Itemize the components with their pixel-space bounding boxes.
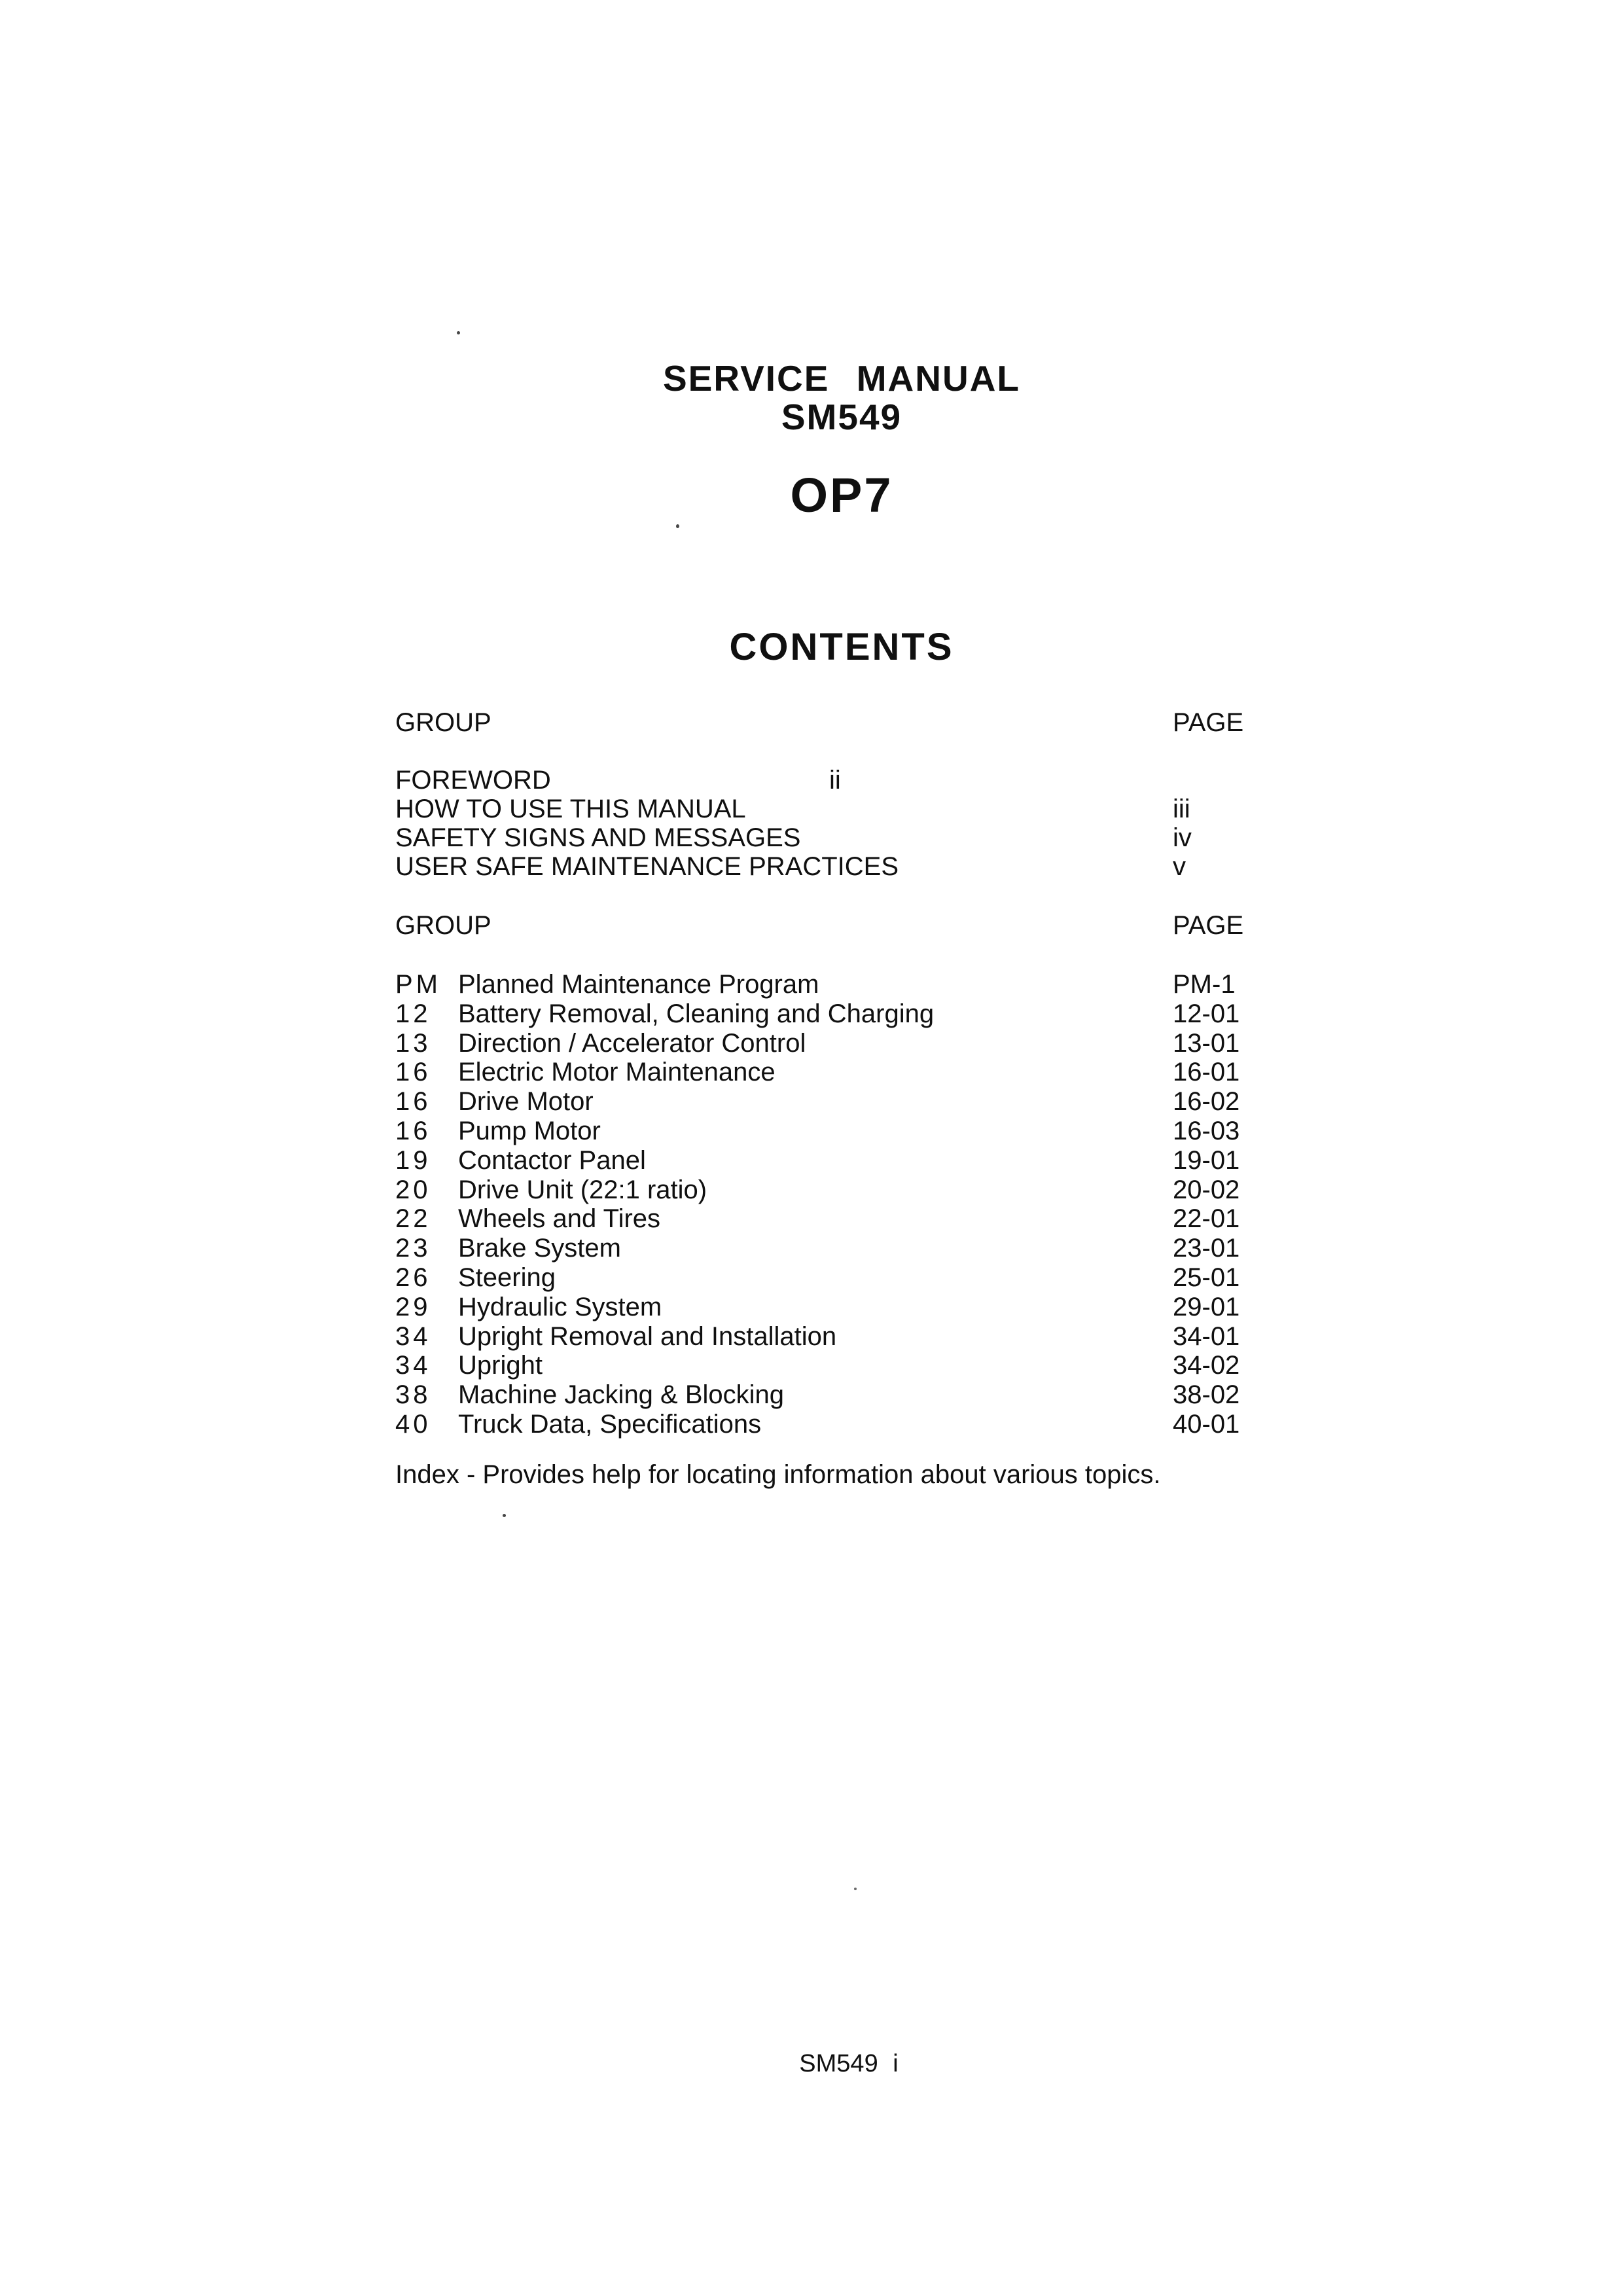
front-matter-section [395, 708, 1325, 881]
group-page: 12-01 [1173, 999, 1240, 1028]
toc-group-row [395, 1234, 1325, 1263]
manual-number: SM549 [781, 397, 902, 437]
group-number: 12 [395, 999, 431, 1028]
toc-group-row [395, 1380, 1325, 1410]
group-page: 20-02 [1173, 1175, 1240, 1204]
toc-row [395, 795, 1325, 823]
group-title: Brake System [458, 1234, 621, 1263]
group-column-label: GROUP [395, 708, 491, 737]
scan-speck [854, 1888, 857, 1890]
group-page: 34-01 [1173, 1321, 1240, 1351]
toc-group-row [395, 1029, 1325, 1058]
group-rows [395, 970, 1325, 1439]
group-page: 40-01 [1173, 1409, 1240, 1439]
group-page: 22-01 [1173, 1204, 1240, 1234]
toc-group-row [395, 1175, 1325, 1205]
group-page: 16-03 [1173, 1116, 1240, 1145]
toc-group-row [395, 1117, 1325, 1146]
group-page: 19-01 [1173, 1145, 1240, 1175]
group-number: 13 [395, 1028, 431, 1058]
group-title: Battery Removal, Cleaning and Charging [458, 999, 935, 1028]
page-footer: SM549 i [799, 2050, 899, 2077]
toc-group-row [395, 1204, 1325, 1234]
contents-title: CONTENTS [729, 626, 954, 668]
toc-row-page: v [1173, 852, 1186, 881]
group-title: Hydraulic System [458, 1292, 662, 1321]
group-number: 29 [395, 1292, 431, 1321]
group-title: Upright Removal and Installation [458, 1321, 837, 1351]
toc-row-page: iv [1173, 823, 1192, 852]
group-number: 19 [395, 1145, 431, 1175]
group-title: Direction / Accelerator Control [458, 1028, 806, 1058]
group-title: Pump Motor [458, 1116, 601, 1145]
toc-group-row [395, 1322, 1325, 1352]
group-title: Machine Jacking & Blocking [458, 1380, 785, 1410]
model-code: OP7 [790, 468, 893, 522]
group-column-label: GROUP [395, 911, 491, 940]
group-page: PM-1 [1173, 970, 1236, 999]
group-number: PM [395, 970, 441, 999]
toc-group-row [395, 1263, 1325, 1293]
toc-group-row [395, 1351, 1325, 1380]
group-page: 13-01 [1173, 1028, 1240, 1058]
toc-row [395, 852, 1325, 881]
group-title: Truck Data, Specifications [458, 1409, 762, 1439]
group-number: 23 [395, 1234, 431, 1263]
toc-group-row [395, 1087, 1325, 1117]
toc-row-title: SAFETY SIGNS AND MESSAGES [395, 823, 801, 852]
group-page: 29-01 [1173, 1292, 1240, 1321]
group-number: 34 [395, 1351, 431, 1380]
toc-row-page: iii [1173, 795, 1190, 823]
group-number: 26 [395, 1263, 431, 1292]
group-number: 22 [395, 1204, 431, 1234]
group-title: Drive Unit (22:1 ratio) [458, 1175, 707, 1204]
group-number: 34 [395, 1321, 431, 1351]
toc-group-row [395, 1146, 1325, 1175]
groups-section [395, 911, 1325, 1439]
index-note: Index - Provides help for locating information about various topics. [395, 1460, 1161, 1489]
column-header [395, 911, 1325, 940]
group-page: 38-02 [1173, 1380, 1240, 1410]
toc-row-title: USER SAFE MAINTENANCE PRACTICES [395, 852, 899, 881]
toc-row [395, 823, 1325, 852]
group-number: 20 [395, 1175, 431, 1204]
group-number: 16 [395, 1058, 431, 1087]
group-page: 34-02 [1173, 1351, 1240, 1380]
group-title: Contactor Panel [458, 1145, 646, 1175]
toc-group-row [395, 1410, 1325, 1439]
toc-row-title: FOREWORD [395, 766, 551, 795]
group-title: Drive Motor [458, 1087, 594, 1117]
group-number: 40 [395, 1409, 431, 1439]
toc-row-title: HOW TO USE THIS MANUAL [395, 795, 746, 823]
column-header [395, 708, 1325, 737]
scan-speck [503, 1514, 506, 1517]
toc-group-row [395, 1058, 1325, 1087]
group-title: Electric Motor Maintenance [458, 1058, 776, 1087]
group-page: 23-01 [1173, 1234, 1240, 1263]
scan-speck [676, 524, 679, 528]
scan-speck [457, 331, 460, 334]
group-title: Steering [458, 1263, 556, 1292]
group-number: 38 [395, 1380, 431, 1410]
doc-title: SERVICE MANUAL [662, 358, 1021, 399]
toc-row [395, 766, 1325, 795]
page-column-label: PAGE [1173, 911, 1244, 940]
group-number: 16 [395, 1116, 431, 1145]
group-title: Planned Maintenance Program [458, 970, 819, 999]
group-page: 16-02 [1173, 1087, 1240, 1117]
group-number: 16 [395, 1087, 431, 1117]
page-column-label: PAGE [1173, 708, 1244, 737]
front-matter-rows [395, 766, 1325, 881]
toc-row-page: ii [829, 766, 841, 795]
group-title: Wheels and Tires [458, 1204, 661, 1234]
group-page: 25-01 [1173, 1263, 1240, 1292]
toc-group-row [395, 1293, 1325, 1322]
toc-group-row [395, 999, 1325, 1029]
group-page: 16-01 [1173, 1058, 1240, 1087]
group-title: Upright [458, 1351, 543, 1380]
toc-group-row [395, 970, 1325, 999]
